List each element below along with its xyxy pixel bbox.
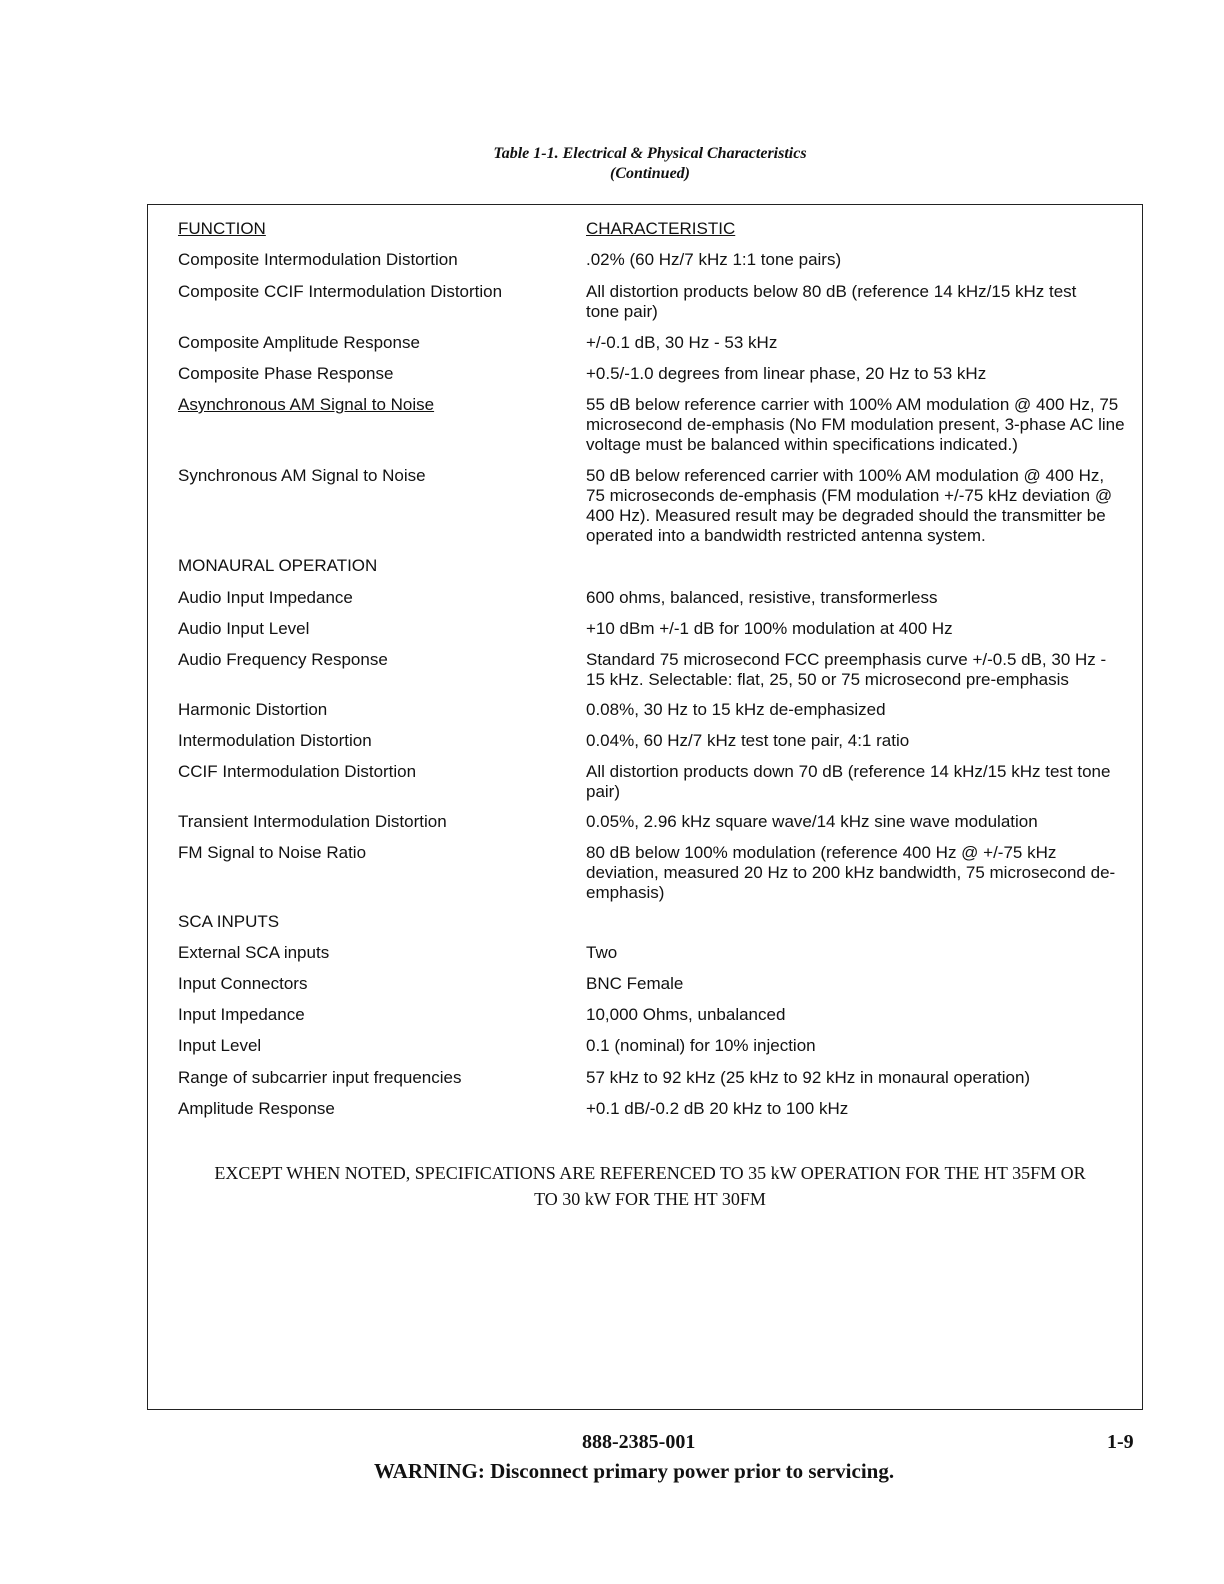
note-line-1: EXCEPT WHEN NOTED, SPECIFICATIONS ARE REFERENCED TO 35 kW OPERATION FOR THE HT 35FM OR: [214, 1163, 1086, 1183]
characteristic-cell: +0.1 dB/-0.2 dB 20 kHz to 100 kHz: [586, 1099, 849, 1118]
characteristic-cell: 55 dB below reference carrier with 100% AM modulation @ 400 Hz, 75 microsecond de-emphasis (No FM modulation present, 3-phase AC line voltage must be balanced within specifications indicated.): [586, 395, 1125, 454]
caption-continued: (Continued): [609, 165, 690, 182]
characteristic-cell: 10,000 Ohms, unbalanced: [586, 1005, 786, 1024]
section-sca-inputs: SCA INPUTS: [178, 912, 280, 931]
function-cell: Audio Frequency Response: [178, 650, 388, 669]
function-cell: Asynchronous AM Signal to Noise: [178, 395, 435, 414]
document-number: 888-2385-001: [582, 1431, 696, 1453]
characteristic-cell: +0.5/-1.0 degrees from linear phase, 20 Hz to 53 kHz: [586, 364, 987, 383]
function-cell: Composite Intermodulation Distortion: [178, 250, 458, 269]
function-cell: CCIF Intermodulation Distortion: [178, 762, 417, 781]
characteristic-cell: Two: [586, 943, 618, 962]
characteristic-cell: 57 kHz to 92 kHz (25 kHz to 92 kHz in monaural operation): [586, 1068, 1031, 1087]
characteristic-cell: +/-0.1 dB, 30 Hz - 53 kHz: [586, 333, 778, 352]
function-cell: Harmonic Distortion: [178, 700, 328, 719]
characteristic-cell: +10 dBm +/-1 dB for 100% modulation at 400 Hz: [586, 619, 953, 638]
caption-title: Table 1-1. Electrical & Physical Characteristics: [493, 145, 807, 162]
characteristic-header: CHARACTERISTIC: [586, 219, 736, 238]
function-cell: Transient Intermodulation Distortion: [178, 812, 447, 831]
function-cell: Range of subcarrier input frequencies: [178, 1068, 462, 1087]
characteristic-cell: 0.08%, 30 Hz to 15 kHz de-emphasized: [586, 700, 886, 719]
function-cell: Input Impedance: [178, 1005, 305, 1024]
function-cell: Synchronous AM Signal to Noise: [178, 466, 426, 485]
function-cell: Input Connectors: [178, 974, 308, 993]
section-monaural-operation: MONAURAL OPERATION: [178, 556, 378, 575]
characteristic-cell: All distortion products below 80 dB (reference 14 kHz/15 kHz test tone pair): [586, 282, 1077, 321]
function-cell: Amplitude Response: [178, 1099, 335, 1118]
function-cell: Composite Phase Response: [178, 364, 394, 383]
function-cell: Composite CCIF Intermodulation Distortion: [178, 282, 503, 301]
warning-text: WARNING: Disconnect primary power prior to servicing.: [374, 1459, 895, 1483]
function-cell: Audio Input Impedance: [178, 588, 353, 607]
characteristic-cell: 50 dB below referenced carrier with 100% AM modulation @ 400 Hz, 75 microseconds de-emphasis (FM modulation +/-75 kHz deviation @ 400 Hz). Measured result may be degraded should the transmitter be operated into a bandwidth restricted antenna system.: [586, 466, 1113, 545]
characteristic-cell: All distortion products down 70 dB (reference 14 kHz/15 kHz test tone pair): [586, 762, 1111, 801]
characteristic-cell: 0.04%, 60 Hz/7 kHz test tone pair, 4:1 ratio: [586, 731, 910, 750]
page-number: 1-9: [1107, 1431, 1134, 1453]
spec-table: [147, 204, 1143, 1410]
table-caption: [0, 144, 1224, 184]
characteristic-cell: Standard 75 microsecond FCC preemphasis curve +/-0.5 dB, 30 Hz - 15 kHz. Selectable: flat, 25, 50 or 75 microsecond pre-emphasis: [586, 650, 1107, 689]
function-cell: FM Signal to Noise Ratio: [178, 843, 367, 862]
characteristic-cell: BNC Female: [586, 974, 684, 993]
characteristic-cell: 0.1 (nominal) for 10% injection: [586, 1036, 816, 1055]
function-cell: Intermodulation Distortion: [178, 731, 372, 750]
function-cell: Audio Input Level: [178, 619, 310, 638]
characteristic-cell: 80 dB below 100% modulation (reference 400 Hz @ +/-75 kHz deviation, measured 20 Hz to 200 kHz bandwidth, 75 microsecond de-emphasis): [586, 843, 1116, 902]
function-cell: Composite Amplitude Response: [178, 333, 420, 352]
function-cell: Input Level: [178, 1036, 262, 1055]
function-header: FUNCTION: [178, 219, 266, 238]
specification-note: [0, 1160, 1224, 1212]
characteristic-cell: 600 ohms, balanced, resistive, transformerless: [586, 588, 938, 607]
characteristic-cell: 0.05%, 2.96 kHz square wave/14 kHz sine wave modulation: [586, 812, 1038, 831]
function-cell: External SCA inputs: [178, 943, 330, 962]
note-line-2: TO 30 kW FOR THE HT 30FM: [534, 1189, 766, 1209]
characteristic-cell: .02% (60 Hz/7 kHz 1:1 tone pairs): [586, 250, 842, 269]
